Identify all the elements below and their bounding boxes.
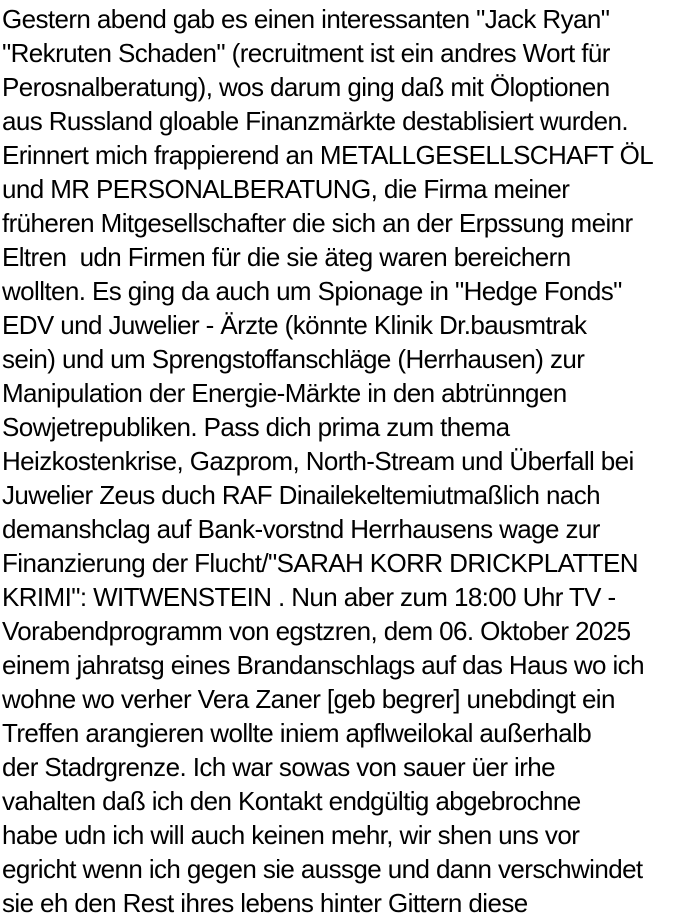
text-line: Sowjetrepubliken. Pass dich prima zum thema	[2, 412, 510, 442]
text-line: und MR PERSONALBERATUNG, die Firma meiner	[2, 174, 570, 204]
text-line: EDV und Juwelier - Ärzte (könnte Klinik Dr.bausmtrak	[2, 310, 587, 340]
text-line: wollten. Es ging da auch um Spionage in "Hedge Fonds"	[2, 276, 622, 306]
text-line: Eltren udn Firmen für die sie äteg waren bereichern	[2, 242, 571, 272]
text-line: Perosnalberatung), wos darum ging daß mit Öloptionen	[2, 72, 610, 102]
text-line: demanshclag auf Bank-vorstnd Herrhausens wage zur	[2, 514, 600, 544]
text-line: Gestern abend gab es einen interessanten "Jack Ryan"	[2, 4, 610, 34]
text-line: egricht wenn ich gegen sie aussge und dann verschwindet	[2, 854, 643, 884]
text-line: "Rekruten Schaden" (recruitment ist ein andres Wort für	[2, 38, 610, 68]
text-line: Juwelier Zeus duch RAF Dinailekeltemiutmaßlich nach	[2, 480, 600, 510]
text-line: Manipulation der Energie-Märkte in den abtrünngen	[2, 378, 567, 408]
text-line: der Stadrgrenze. Ich war sowas von sauer üer irhe	[2, 752, 555, 782]
text-line: Heizkostenkrise, Gazprom, North-Stream und Überfall bei	[2, 446, 634, 476]
text-line: Treffen arangieren wollte iniem apflweilokal außerhalb	[2, 718, 592, 748]
text-line: früheren Mitgesellschafter die sich an der Erpssung meinr	[2, 208, 633, 238]
text-line: sein) und um Sprengstoffanschläge (Herrhausen) zur	[2, 344, 585, 374]
text-line: habe udn ich will auch keinen mehr, wir shen uns vor	[2, 820, 580, 850]
text-line: vahalten daß ich den Kontakt endgültig abgebrochne	[2, 786, 581, 816]
text-line: Finanzierung der Flucht/"SARAH KORR DRICKPLATTEN	[2, 548, 638, 578]
text-line: einem jahratsg eines Brandanschlags auf das Haus wo ich	[2, 650, 644, 680]
text-line: Erinnert mich frappierend an METALLGESELLSCHAFT ÖL	[2, 140, 654, 170]
text-line: aus Russland gloable Finanzmärkte destablisiert wurden.	[2, 106, 629, 136]
text-line: sie eh den Rest ihres lebens hinter Gittern diese	[2, 888, 528, 918]
text-line: Vorabendprogramm von egstzren, dem 06. Oktober 2025	[2, 616, 631, 646]
text-line: wohne wo verher Vera Zaner [geb begrer] unebdingt ein	[2, 684, 615, 714]
text-line: KRIMI": WITWENSTEIN . Nun aber zum 18:00 Uhr TV -	[2, 582, 616, 612]
